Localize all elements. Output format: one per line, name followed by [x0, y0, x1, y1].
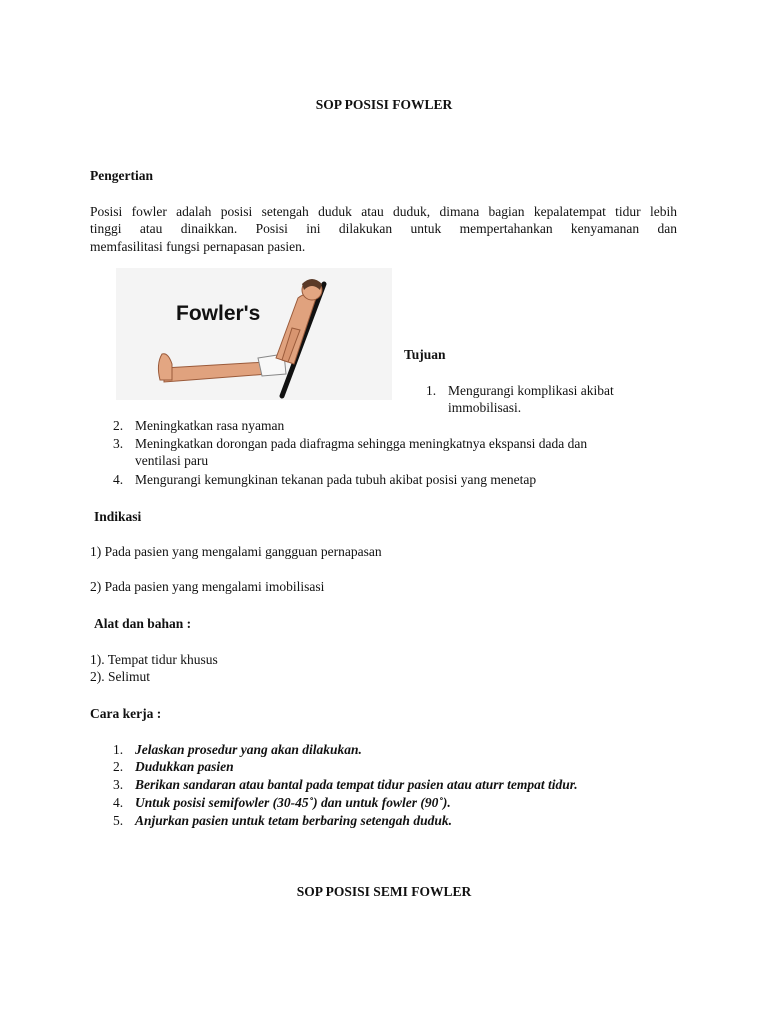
tujuan-item-text: Meningkatkan dorongan pada diafragma sehingga meningkatnya ekspansi dada dan: [135, 436, 588, 451]
cara-step-number: 5.: [113, 813, 124, 828]
tujuan-item-text: immobilisasi.: [448, 400, 522, 415]
indikasi-item-1: 1) Pada pasien yang mengalami gangguan pernapasan: [90, 544, 382, 559]
fowlers-figure-icon: [116, 268, 392, 400]
pengertian-line-2: tinggi atau dinaikkan. Posisi ini dilakukan untuk mempertahankan kenyamanan dan: [90, 221, 677, 236]
indikasi-item-2: 2) Pada pasien yang mengalami imobilisasi: [90, 579, 325, 594]
alat-item-2: 2). Selimut: [90, 669, 150, 684]
cara-step-text: Berikan sandaran atau bantal pada tempat tidur pasien atau aturr tempat tidur.: [135, 777, 578, 792]
cara-step-text: Anjurkan pasien untuk tetam berbaring setengah duduk.: [135, 813, 452, 828]
alat-heading: Alat dan bahan :: [94, 616, 192, 631]
pengertian-heading: Pengertian: [90, 168, 153, 183]
indikasi-heading: Indikasi: [94, 509, 142, 524]
tujuan-item-text: Meningkatkan rasa nyaman: [135, 418, 285, 433]
tujuan-item-number: 4.: [113, 472, 124, 487]
page-title: SOP POSISI FOWLER: [315, 97, 453, 112]
cara-step-number: 2.: [113, 759, 124, 774]
cara-heading: Cara kerja :: [90, 706, 162, 721]
tujuan-item-text: ventilasi paru: [135, 453, 209, 468]
tujuan-item-number: 1.: [426, 383, 437, 398]
cara-step-number: 1.: [113, 742, 124, 757]
cara-step-text: Dudukkan pasien: [135, 759, 234, 774]
cara-step-number: 3.: [113, 777, 124, 792]
tujuan-item-text: Mengurangi komplikasi akibat: [448, 383, 614, 398]
cara-step-number: 4.: [113, 795, 124, 810]
tujuan-item-number: 3.: [113, 436, 124, 451]
next-section-title: SOP POSISI SEMI FOWLER: [296, 884, 472, 899]
figure-label: Fowler's: [176, 302, 261, 325]
pengertian-line-3: memfasilitasi fungsi pernapasan pasien.: [90, 239, 306, 254]
cara-step-text: Untuk posisi semifowler (30-45˚) dan untuk fowler (90˚).: [135, 795, 451, 810]
alat-item-1: 1). Tempat tidur khusus: [90, 652, 218, 667]
pengertian-line-1: Posisi fowler adalah posisi setengah duduk atau duduk, dimana bagian kepalatempat tidur lebih: [90, 204, 677, 219]
fowlers-illustration: [116, 268, 392, 400]
tujuan-heading: Tujuan: [404, 347, 446, 362]
tujuan-item-number: 2.: [113, 418, 124, 433]
cara-step-text: Jelaskan prosedur yang akan dilakukan.: [135, 742, 362, 757]
tujuan-item-text: Mengurangi kemungkinan tekanan pada tubuh akibat posisi yang menetap: [135, 472, 537, 487]
